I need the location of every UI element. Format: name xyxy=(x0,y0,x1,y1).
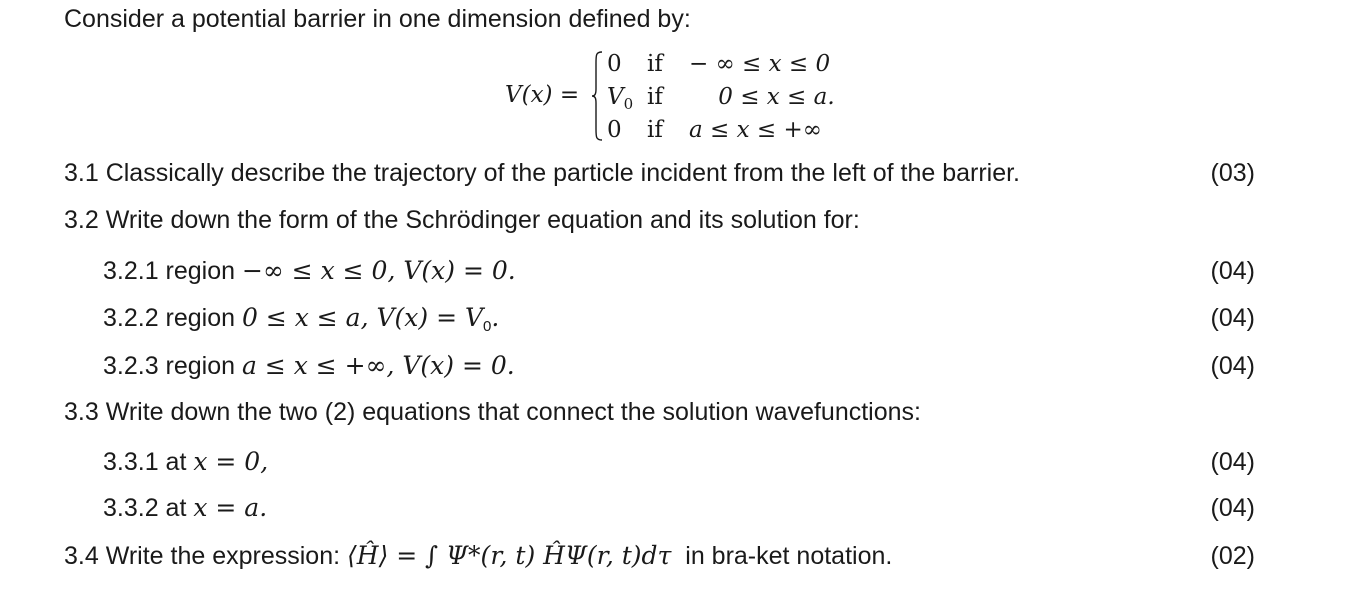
equation-row-value: 0 xyxy=(607,117,622,143)
marks-3-2-1: (04) xyxy=(1210,257,1255,285)
equation-row-condition: − ∞ ≤ x ≤ 0 xyxy=(689,51,831,77)
marks-3-4: (02) xyxy=(1210,542,1255,570)
equation-row-if: if xyxy=(647,51,663,77)
equation-row-condition: a ≤ x ≤ +∞ xyxy=(689,117,822,143)
marks-3-2-2: (04) xyxy=(1210,304,1255,332)
intro-text: Consider a potential barrier in one dimension defined by: xyxy=(64,5,691,33)
question-3-3-2: 3.3.2 at x = a. xyxy=(103,493,268,522)
equation-row-condition: 0 ≤ x ≤ a. xyxy=(689,84,835,110)
question-3-2-1: 3.2.1 region −∞ ≤ x ≤ 0, V(x) = 0. xyxy=(103,256,516,285)
question-3-4: 3.4 Write the expression: ⟨Ĥ⟩ = ∫ Ψ*(r, t) ĤΨ(r, t)dτ in bra-ket notation. xyxy=(64,541,893,570)
question-3-3-1: 3.3.1 at x = 0, xyxy=(103,447,269,476)
marks-3-3-2: (04) xyxy=(1210,494,1255,522)
equation-lhs: V(x) = xyxy=(505,82,580,108)
equation-row-value: 0 xyxy=(607,51,622,77)
marks-3-1: (03) xyxy=(1210,159,1255,187)
question-3-1: 3.1 Classically describe the trajectory of the particle incident from the left of the barrier. xyxy=(64,159,1021,187)
equation-row-value: $V_0$ xyxy=(607,84,634,113)
equation-row-if: if xyxy=(647,117,663,143)
equation-row-if: if xyxy=(647,84,663,110)
question-3-2-3: 3.2.3 region a ≤ x ≤ +∞, V(x) = 0. xyxy=(103,351,515,380)
marks-3-3-1: (04) xyxy=(1210,448,1255,476)
marks-3-2-3: (04) xyxy=(1210,352,1255,380)
question-3-2-2: 3.2.2 region 0 ≤ x ≤ a, $V(x) = V_0$. xyxy=(103,303,500,335)
curly-brace xyxy=(591,51,603,141)
question-3-3: 3.3 Write down the two (2) equations that connect the solution wavefunctions: xyxy=(64,398,921,426)
question-3-2: 3.2 Write down the form of the Schrödinger equation and its solution for: xyxy=(64,206,860,234)
